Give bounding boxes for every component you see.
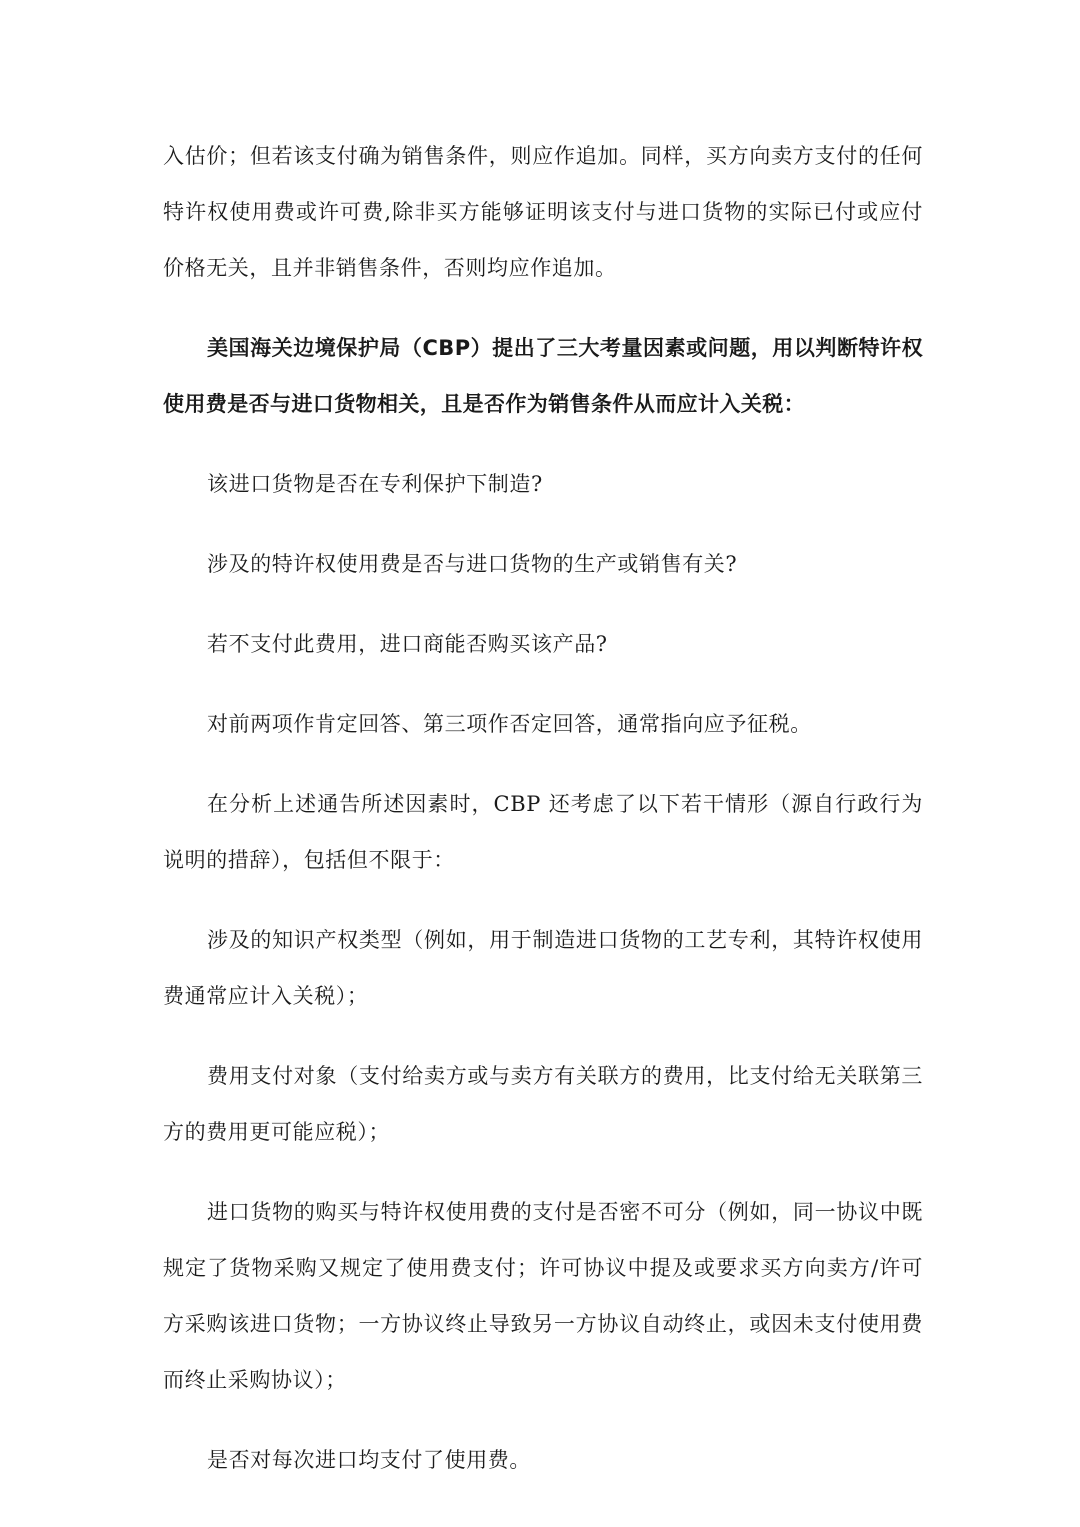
paragraph-additional-considerations: 在分析上述通告所述因素时，CBP 还考虑了以下若干情形（源自行政行为说明的措辞），包括但不限于： <box>163 792 923 872</box>
paragraph-question-3: 若不支付此费用，进口商能否购买该产品? <box>207 632 608 656</box>
paragraph-continuation: 入估价；但若该支付确为销售条件，则应作追加。同样，买方向卖方支付的任何特许权使用费或许可费,除非买方能够证明该支付与进口货物的实际已付或应付价格无关，且并非销售条件，否则均应作追加。 <box>163 144 923 280</box>
paragraph-per-import-payment: 是否对每次进口均支付了使用费。 <box>207 1448 531 1472</box>
paragraph-question-1: 该进口货物是否在专利保护下制造? <box>207 472 543 496</box>
paragraph-payee: 费用支付对象（支付给卖方或与卖方有关联方的费用，比支付给无关联第三方的费用更可能应税）； <box>163 1064 923 1144</box>
paragraph-question-2: 涉及的特许权使用费是否与进口货物的生产或销售有关? <box>207 552 738 576</box>
document-body <box>163 128 923 1512</box>
paragraph-ip-type: 涉及的知识产权类型（例如，用于制造进口货物的工艺专利，其特许权使用费通常应计入关税）； <box>163 928 923 1008</box>
paragraph-cbp-factors-heading: 美国海关边境保护局（CBP）提出了三大考量因素或问题，用以判断特许权使用费是否与进口货物相关，且是否作为销售条件从而应计入关税： <box>163 336 923 416</box>
paragraph-conclusion: 对前两项作肯定回答、第三项作否定回答，通常指向应予征税。 <box>207 712 812 736</box>
paragraph-inseparability: 进口货物的购买与特许权使用费的支付是否密不可分（例如，同一协议中既规定了货物采购又规定了使用费支付；许可协议中提及或要求买方向卖方/许可方采购该进口货物；一方协议终止导致另一方协议自动终止，或因未支付使用费而终止采购协议）； <box>163 1200 923 1392</box>
